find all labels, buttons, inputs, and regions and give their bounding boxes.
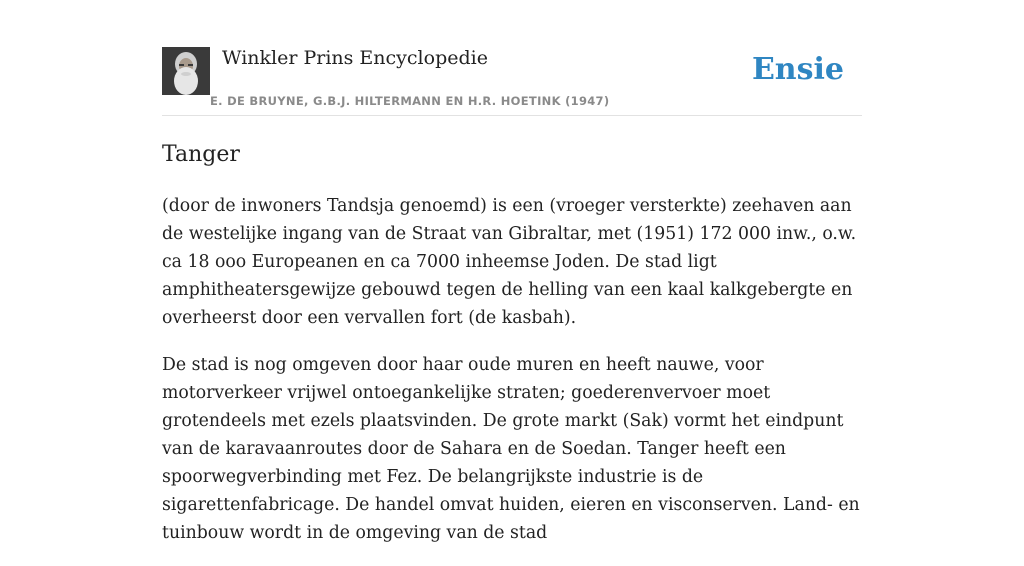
site-title[interactable]: Winkler Prins Encyclopedie	[222, 47, 488, 69]
author-portrait-icon	[162, 47, 210, 95]
article-body	[162, 192, 866, 566]
header	[162, 0, 862, 116]
brand-logo[interactable]: Ensie	[751, 52, 844, 87]
authors-credit: E. DE BRUYNE, G.B.J. HILTERMANN EN H.R. HOETINK (1947)	[210, 94, 610, 108]
article-paragraph: De stad is nog omgeven door haar oude muren en heeft nauwe, voor motorverkeer vrijwel ontoegankelijke straten; goederenvervoer moet grotendeels met ezels plaatsvinden. De grote markt (Sak) vormt het eindpunt van de karavaanroutes door de Sahara en de Soedan. Tanger heeft een spoorwegverbinding met Fez. De belangrijkste industrie is de sigarettenfabricage. De handel omvat huiden, eieren en visconserven. Land- en tuinbouw wordt in de omgeving van de stad	[162, 355, 860, 543]
article-title: Tanger	[162, 142, 240, 167]
article-paragraph: (door de inwoners Tandsja genoemd) is een (vroeger versterkte) zeehaven aan de westelijke ingang van de Straat van Gibraltar, met (1951) 172 000 inw., o.w. ca 18 ooo Europeanen en ca 7000 inheemse Joden. De stad ligt amphitheatersgewijze gebouwd tegen de helling van een kaal kalkgebergte en overheerst door een vervallen fort (de kasbah).	[162, 196, 857, 328]
